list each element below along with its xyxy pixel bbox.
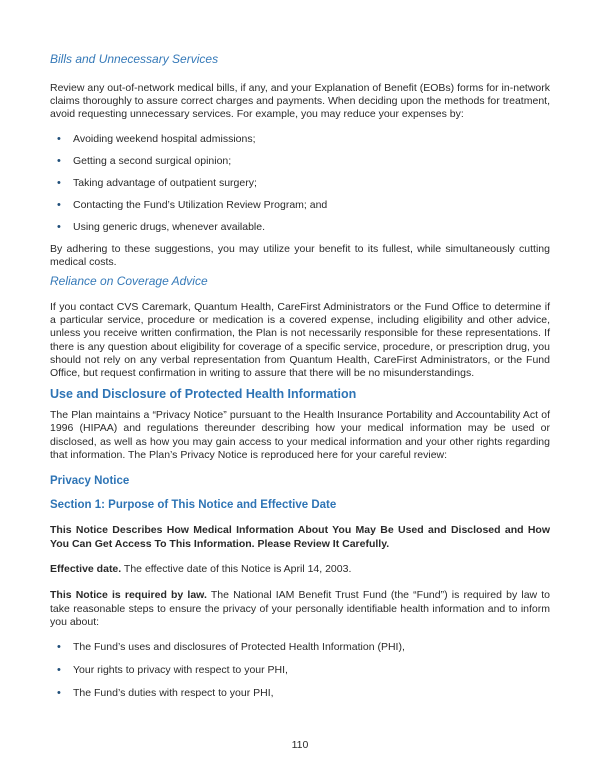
list-item-text: Avoiding weekend hospital admissions; bbox=[73, 132, 256, 145]
paragraph-required-by-law bbox=[50, 589, 550, 629]
bullet-icon bbox=[57, 155, 61, 168]
heading-use-and-disclosure-phi: Use and Disclosure of Protected Health Information bbox=[50, 387, 357, 402]
bullet-icon bbox=[57, 199, 61, 212]
list-item bbox=[50, 664, 550, 677]
paragraph-effective-date bbox=[50, 563, 550, 576]
list-item bbox=[50, 155, 550, 168]
bullet-icon bbox=[57, 687, 61, 700]
heading-section-1-purpose: Section 1: Purpose of This Notice and Effective Date bbox=[50, 499, 337, 512]
list-item bbox=[50, 133, 550, 146]
bullet-list-expense-reduction bbox=[50, 133, 550, 234]
list-item-text: Taking advantage of outpatient surgery; bbox=[73, 176, 257, 189]
list-item bbox=[50, 641, 550, 654]
list-item bbox=[50, 687, 550, 700]
paragraph-review-bills: Review any out-of-network medical bills, if any, and your Explanation of Benefit (EOBs) forms for in-network claims thoroughly to assure correct charges and payments. When deciding upon the methods for treatment, avoid requesting unnecessary services. For example, you may reduce your expenses by: bbox=[50, 82, 550, 121]
list-item bbox=[50, 199, 550, 212]
paragraph-adhering-suggestions: By adhering to these suggestions, you may utilize your benefit to its fullest, while simultaneously cutting medical costs. bbox=[50, 242, 550, 268]
bullet-icon bbox=[57, 177, 61, 190]
paragraph-notice-describes: This Notice Describes How Medical Information About You May Be Used and Disclosed and How You Can Get Access To This Information. Please Review It Carefully. bbox=[50, 524, 550, 550]
effective-date-text: The effective date of this Notice is April 14, 2003. bbox=[121, 563, 352, 576]
bullet-icon bbox=[57, 664, 61, 677]
bullet-list-inform-you-about bbox=[50, 641, 550, 700]
list-item-text: Getting a second surgical opinion; bbox=[73, 154, 232, 167]
bullet-icon bbox=[57, 641, 61, 654]
bullet-icon bbox=[57, 221, 61, 234]
list-item-text: Your rights to privacy with respect to your PHI, bbox=[73, 664, 288, 677]
subheading-reliance-on-coverage-advice: Reliance on Coverage Advice bbox=[50, 274, 208, 289]
required-by-law-lead: This Notice is required by law. bbox=[50, 589, 207, 602]
list-item bbox=[50, 221, 550, 234]
paragraph-reliance-coverage: If you contact CVS Caremark, Quantum Health, CareFirst Administrators or the Fund Office to determine if a particular service, procedure or medication is a covered expense, including eligibility and other advice, unless you receive written confirmation, the Plan is not necessarily responsible for these representations. If there is any question about eligibility for coverage of a specific service, procedure, or prescription drug, you should not rely on any verbal representation from Quantum Health, CareFirst Administrators, or the Fund Office, but request confirmation in writing to assure that there will be no misunderstandings. bbox=[50, 301, 550, 380]
required-by-law-text: The National IAM Benefit Trust Fund (the “Fund”) is required by law to take reasonable steps to ensure the privacy of your personally identifiable health information and to inform you about: bbox=[50, 589, 551, 628]
paragraph-privacy-notice-intro: The Plan maintains a “Privacy Notice” pursuant to the Health Insurance Portability and Accountability Act of 1996 (HIPAA) and regulations thereunder describing how your medical information may be used or disclosed, as well as how you may gain access to your medical information and your other rights regarding that information. The Plan’s Privacy Notice is reproduced here for your careful review: bbox=[50, 409, 550, 461]
subheading-bills-and-unnecessary-services: Bills and Unnecessary Services bbox=[50, 52, 219, 66]
effective-date-lead: Effective date. bbox=[50, 563, 122, 576]
heading-privacy-notice: Privacy Notice bbox=[50, 475, 130, 488]
list-item-text: The Fund’s duties with respect to your PHI, bbox=[73, 687, 274, 700]
list-item-text: Using generic drugs, whenever available. bbox=[73, 220, 266, 233]
list-item bbox=[50, 177, 550, 190]
bullet-icon bbox=[57, 133, 61, 146]
list-item-text: Contacting the Fund’s Utilization Review Program; and bbox=[73, 198, 328, 211]
page-number: 110 bbox=[291, 739, 309, 751]
list-item-text: The Fund’s uses and disclosures of Protected Health Information (PHI), bbox=[73, 641, 405, 654]
